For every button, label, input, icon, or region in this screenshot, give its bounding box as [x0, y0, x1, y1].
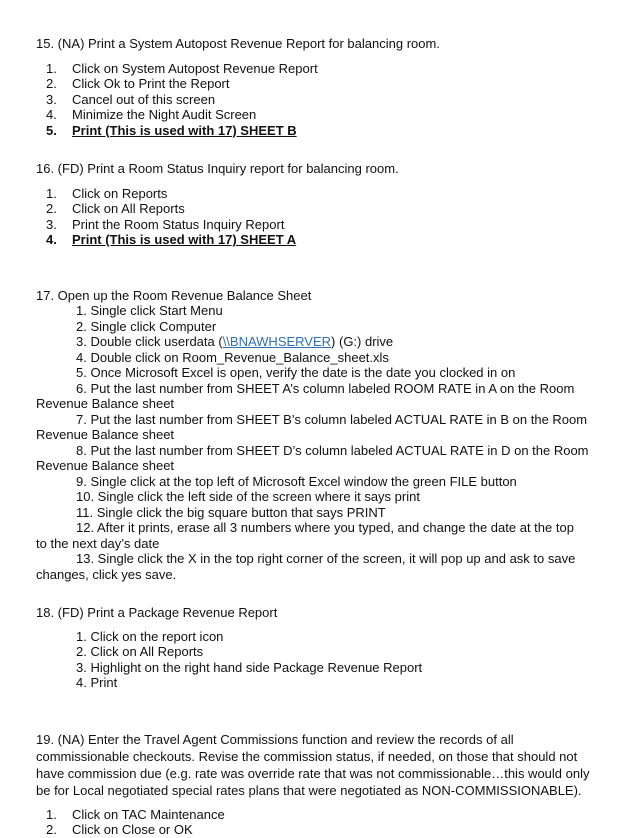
section-18 — [36, 605, 596, 691]
section-19-title: 19. (NA) Enter the Travel Agent Commissions function and review the records of all — [36, 731, 514, 747]
step-text-cont: to the next day’s date — [36, 535, 160, 551]
list-item: 3. Cancel out of this screen — [46, 91, 216, 107]
step-text-cont: changes, click yes save. — [36, 566, 177, 582]
section-15-title: 15. (NA) Print a System Autopost Revenue Report for balancing room. — [36, 36, 440, 51]
step-text: 2. Click on All Reports — [76, 644, 204, 659]
step-text: 4. Print — [76, 675, 118, 690]
step-text-cont: Revenue Balance sheet — [36, 458, 175, 473]
list-item: 3. Print the Room Status Inquiry Report — [46, 216, 285, 232]
section-19 — [36, 731, 596, 838]
step-text: 11. Single click the big square button that says PRINT — [76, 504, 386, 520]
list-item: 4. Minimize the Night Audit Screen — [46, 107, 257, 122]
step-text: 10. Single click the left side of the screen where it says print — [76, 489, 420, 504]
list-item: 4. Print (This is used with 17) SHEET A — [46, 232, 297, 247]
step-text: 5. Once Microsoft Excel is open, verify the date is the date you clocked in on — [76, 365, 516, 380]
section-18-steps — [36, 629, 596, 691]
section-15 — [36, 36, 596, 138]
section-19-list — [36, 807, 596, 838]
step-text: 3. Highlight on the right hand side Package Revenue Report — [76, 659, 423, 675]
step-text: 9. Single click at the top left of Microsoft Excel window the green FILE button — [76, 473, 517, 489]
paragraph-line: have commission due (e.g. rate was override rate that was not commissionable…this would only — [36, 765, 590, 781]
section-18-title: 18. (FD) Print a Package Revenue Report — [36, 605, 278, 620]
step-text: 3. Double click userdata (\\BNAWHSERVER) (G:) drive — [76, 334, 394, 349]
section-15-list — [36, 61, 596, 139]
step-text: 1. Single click Start Menu — [76, 303, 223, 318]
step-text: 8. Put the last number from SHEET D’s column labeled ACTUAL RATE in D on the Room — [76, 442, 589, 458]
paragraph-line: commissionable checkouts. Revise the commission status, if needed, on those that should not — [36, 748, 578, 764]
step-text: 6. Put the last number from SHEET A’s column labeled ROOM RATE in A on the Room — [76, 380, 575, 396]
paragraph-line: be for Local negotiated special rates plans that were negotiated as NON-COMMISSIONABLE). — [36, 782, 582, 798]
step-text: 7. Put the last number from SHEET B’s column labeled ACTUAL RATE in B on the Room — [76, 411, 588, 427]
list-item: 2. Click on All Reports — [46, 201, 185, 216]
step-text: 2. Single click Computer — [76, 318, 217, 334]
step-text: 1. Click on the report icon — [76, 628, 224, 644]
step-text: 4. Double click on Room_Revenue_Balance_sheet.xls — [76, 349, 389, 365]
server-link[interactable]: \\BNAWHSERVER — [222, 334, 332, 349]
step-text-cont: Revenue Balance sheet — [36, 427, 175, 442]
section-16 — [36, 161, 596, 248]
list-item: 5. Print (This is used with 17) SHEET B — [46, 122, 297, 138]
list-item: 2. Click Ok to Print the Report — [46, 76, 230, 91]
document-page — [36, 36, 596, 838]
section-16-title: 16. (FD) Print a Room Status Inquiry report for balancing room. — [36, 161, 399, 176]
step-text: 12. After it prints, erase all 3 numbers where you typed, and change the date at the top — [76, 520, 574, 535]
step-text-cont: Revenue Balance sheet — [36, 396, 175, 411]
list-item: 1. Click on System Autopost Revenue Report — [46, 60, 318, 76]
list-item: 1. Click on Reports — [46, 185, 168, 201]
list-item: 1. Click on TAC Maintenance — [46, 806, 225, 822]
step-text: 13. Single click the X in the top right corner of the screen, it will pop up and ask to save — [76, 551, 576, 566]
section-17 — [36, 288, 596, 583]
section-16-list — [36, 186, 596, 248]
list-item: 2. Click on Close or OK — [46, 822, 193, 837]
section-17-title: 17. Open up the Room Revenue Balance Sheet — [36, 287, 312, 303]
